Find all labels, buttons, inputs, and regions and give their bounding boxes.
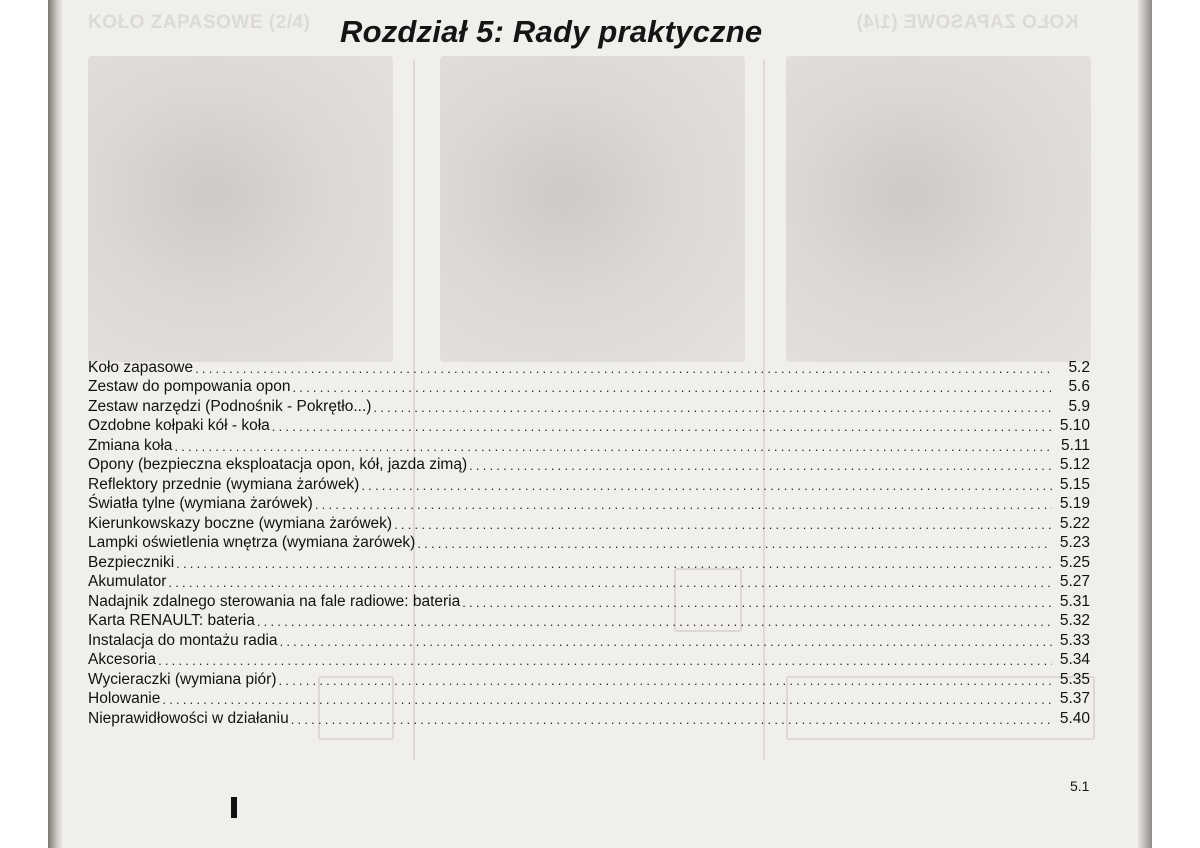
toc-dot-leader <box>162 691 1052 708</box>
toc-dot-leader <box>361 477 1052 494</box>
toc-entry-page: 5.12 <box>1059 456 1090 473</box>
toc-dot-leader <box>174 438 1052 455</box>
toc-entry-title: Zmiana koła <box>88 436 173 454</box>
toc-entry[interactable] <box>88 455 1090 475</box>
toc-entry-title: Zestaw do pompowania opon <box>88 378 291 395</box>
faded-photo-left <box>88 56 393 362</box>
toc-entry-page: 5.19 <box>1059 495 1090 512</box>
page-number: 5.1 <box>1070 778 1090 794</box>
faded-photo-right <box>786 56 1091 362</box>
toc-entry[interactable] <box>88 435 1090 455</box>
toc-entry-title: Karta RENAULT: bateria <box>88 612 255 629</box>
toc-entry-title: Zestaw narzędzi (Podnośnik - Pokrętło...) <box>88 397 372 415</box>
toc-entry[interactable] <box>88 669 1090 689</box>
toc-dot-leader <box>469 457 1052 474</box>
toc-entry-title: Nadajnik zdalnego sterowania na fale radiowe: bateria <box>88 592 461 610</box>
faded-photo-center <box>440 56 745 362</box>
toc-entry-page: 5.35 <box>1059 670 1090 688</box>
page-binding-left <box>48 0 62 848</box>
toc-dot-leader <box>257 613 1052 630</box>
chapter-title: Rozdział 5: Rady praktyczne <box>340 14 763 49</box>
toc-entry-page: 5.11 <box>1060 436 1090 454</box>
toc-dot-leader <box>168 574 1052 591</box>
toc-entry[interactable] <box>88 513 1090 533</box>
toc-entry-page: 5.6 <box>1068 378 1090 395</box>
toc-entry-page: 5.34 <box>1059 651 1090 668</box>
bleed-through-heading-left: KOŁO ZAPASOWE (2/4) <box>88 12 311 33</box>
toc-dot-leader <box>373 399 1052 416</box>
toc-entry-title: Wycieraczki (wymiana piór) <box>88 670 277 688</box>
table-of-contents <box>88 357 1090 728</box>
toc-entry[interactable] <box>88 650 1090 670</box>
toc-entry-title: Opony (bezpieczna eksploatacja opon, kół, jazda zimą) <box>88 456 468 473</box>
toc-entry-page: 5.9 <box>1068 397 1090 415</box>
toc-entry[interactable] <box>88 611 1090 631</box>
toc-entry-page: 5.10 <box>1059 417 1090 434</box>
toc-entry[interactable] <box>88 572 1090 592</box>
toc-entry-title: Światła tylne (wymiana żarówek) <box>88 495 313 512</box>
toc-entry-page: 5.2 <box>1068 358 1090 376</box>
toc-entry-title: Kierunkowskazy boczne (wymiana żarówek) <box>88 514 393 532</box>
toc-entry-page: 5.15 <box>1059 475 1090 493</box>
toc-dot-leader <box>158 652 1052 669</box>
toc-entry[interactable] <box>88 689 1090 709</box>
toc-dot-leader <box>394 516 1052 533</box>
toc-entry-page: 5.40 <box>1059 709 1090 727</box>
toc-entry[interactable] <box>88 630 1090 650</box>
toc-entry-title: Reflektory przednie (wymiana żarówek) <box>88 475 360 493</box>
toc-entry-title: Nieprawidłowości w działaniu <box>88 709 289 727</box>
toc-dot-leader <box>280 633 1052 650</box>
toc-entry[interactable] <box>88 708 1090 728</box>
toc-entry[interactable] <box>88 474 1090 494</box>
toc-entry-title: Holowanie <box>88 690 161 707</box>
toc-entry-page: 5.22 <box>1059 514 1090 532</box>
toc-dot-leader <box>272 418 1052 435</box>
toc-entry-title: Akumulator <box>88 573 167 590</box>
toc-dot-leader <box>195 360 1052 377</box>
printer-mark <box>231 797 237 818</box>
toc-entry-page: 5.25 <box>1059 553 1090 571</box>
toc-entry-title: Koło zapasowe <box>88 358 194 376</box>
bleed-through-heading-right: KOŁO ZAPASOWE (1/4) <box>856 12 1079 33</box>
toc-entry[interactable] <box>88 377 1090 397</box>
toc-dot-leader <box>176 555 1052 572</box>
toc-entry[interactable] <box>88 552 1090 572</box>
toc-entry-title: Akcesoria <box>88 651 157 668</box>
toc-entry-title: Instalacja do montażu radia <box>88 631 278 649</box>
toc-dot-leader <box>291 711 1052 728</box>
toc-dot-leader <box>293 379 1053 396</box>
toc-dot-leader <box>278 672 1052 689</box>
toc-entry-page: 5.37 <box>1059 690 1090 707</box>
toc-entry[interactable] <box>88 357 1090 377</box>
toc-entry[interactable] <box>88 591 1090 611</box>
toc-entry-title: Ozdobne kołpaki kół - koła <box>88 417 270 434</box>
toc-entry[interactable] <box>88 416 1090 436</box>
toc-dot-leader <box>417 535 1052 552</box>
toc-entry-page: 5.23 <box>1059 534 1090 551</box>
toc-entry-page: 5.27 <box>1059 573 1090 590</box>
toc-entry-title: Lampki oświetlenia wnętrza (wymiana żarówek) <box>88 534 416 551</box>
toc-dot-leader <box>315 496 1052 513</box>
toc-entry-title: Bezpieczniki <box>88 553 175 571</box>
toc-entry[interactable] <box>88 396 1090 416</box>
toc-entry-page: 5.33 <box>1059 631 1090 649</box>
toc-entry[interactable] <box>88 494 1090 514</box>
toc-dot-leader <box>462 594 1052 611</box>
toc-entry[interactable] <box>88 533 1090 553</box>
toc-entry-page: 5.31 <box>1059 592 1090 610</box>
page-binding-right <box>1138 0 1152 848</box>
toc-entry-page: 5.32 <box>1059 612 1090 629</box>
